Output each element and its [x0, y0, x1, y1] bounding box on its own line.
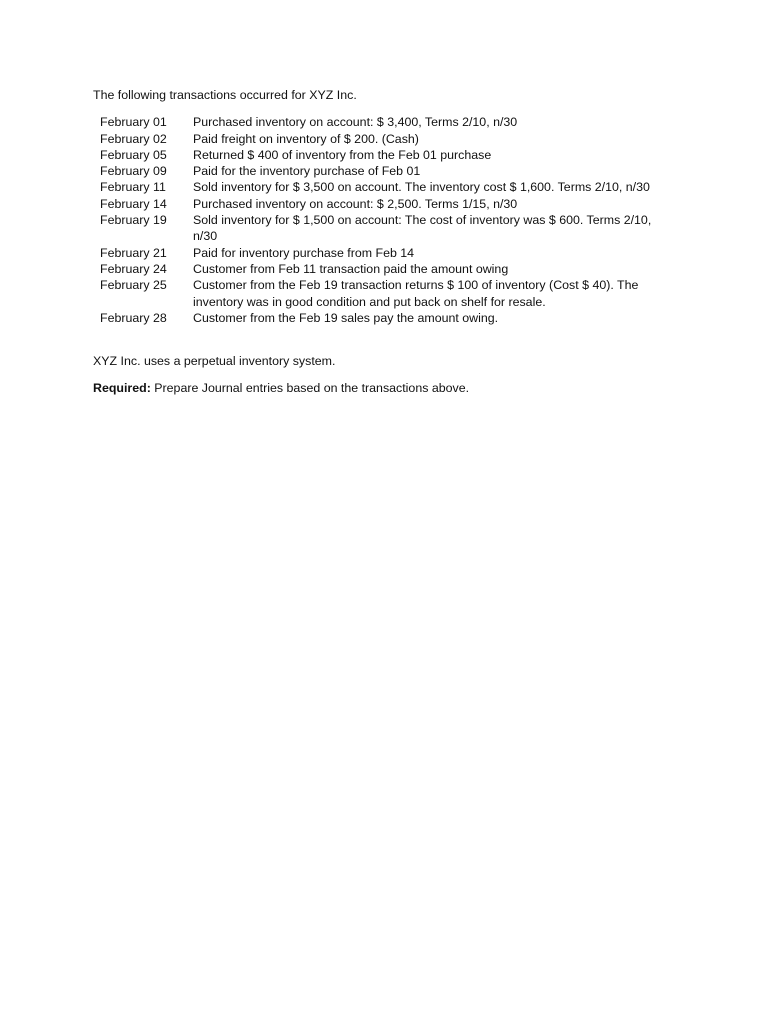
transaction-date: February 01: [100, 115, 167, 130]
transaction-list: [93, 114, 678, 326]
inventory-system-note: XYZ Inc. uses a perpetual inventory system.: [93, 354, 336, 369]
transaction-description: Sold inventory for $ 1,500 on account: The cost of inventory was $ 600. Terms 2/10, n/30: [193, 213, 652, 244]
transaction-date: February 25: [100, 278, 167, 293]
transaction-date: February 02: [100, 131, 167, 146]
transaction-row: [93, 163, 678, 179]
transaction-description: Customer from the Feb 19 transaction returns $ 100 of inventory (Cost $ 40). The inventory was in good condition and put back on shelf for resale.: [193, 278, 639, 309]
transaction-row: [93, 179, 678, 195]
intro-text: The following transactions occurred for XYZ Inc.: [93, 88, 357, 102]
transaction-date: February 05: [100, 147, 167, 162]
required-label: Required:: [93, 381, 151, 396]
transaction-row: [93, 310, 678, 326]
transaction-description: Purchased inventory on account: $ 3,400, Terms 2/10, n/30: [193, 115, 518, 130]
transaction-row: [93, 147, 678, 163]
transaction-description: Paid for inventory purchase from Feb 14: [193, 245, 415, 260]
transaction-row: [93, 277, 678, 310]
transaction-description: Sold inventory for $ 3,500 on account. The inventory cost $ 1,600. Terms 2/10, n/30: [193, 180, 650, 195]
transaction-description: Paid for the inventory purchase of Feb 01: [193, 164, 421, 179]
transaction-date: February 21: [100, 245, 167, 260]
transaction-row: [93, 212, 678, 245]
transaction-description: Customer from Feb 11 transaction paid the amount owing: [193, 261, 509, 276]
transaction-description: Paid freight on inventory of $ 200. (Cash): [193, 131, 419, 146]
transaction-description: Returned $ 400 of inventory from the Feb 01 purchase: [193, 147, 492, 162]
transaction-date: February 09: [100, 164, 167, 179]
transaction-row: [93, 196, 678, 212]
transaction-row: [93, 114, 678, 130]
required-text: Prepare Journal entries based on the transactions above.: [150, 381, 470, 396]
transaction-row: [93, 131, 678, 147]
transaction-row: [93, 245, 678, 261]
transaction-date: February 14: [100, 196, 167, 211]
transaction-date: February 24: [100, 261, 167, 276]
transaction-description: Purchased inventory on account: $ 2,500. Terms 1/15, n/30: [193, 196, 518, 211]
document-page: [93, 87, 678, 397]
required-instruction: [93, 380, 678, 396]
transaction-date: February 19: [100, 213, 167, 228]
transaction-row: [93, 261, 678, 277]
transaction-date: February 28: [100, 310, 167, 325]
transaction-date: February 11: [100, 180, 166, 195]
transaction-description: Customer from the Feb 19 sales pay the amount owing.: [193, 310, 499, 325]
